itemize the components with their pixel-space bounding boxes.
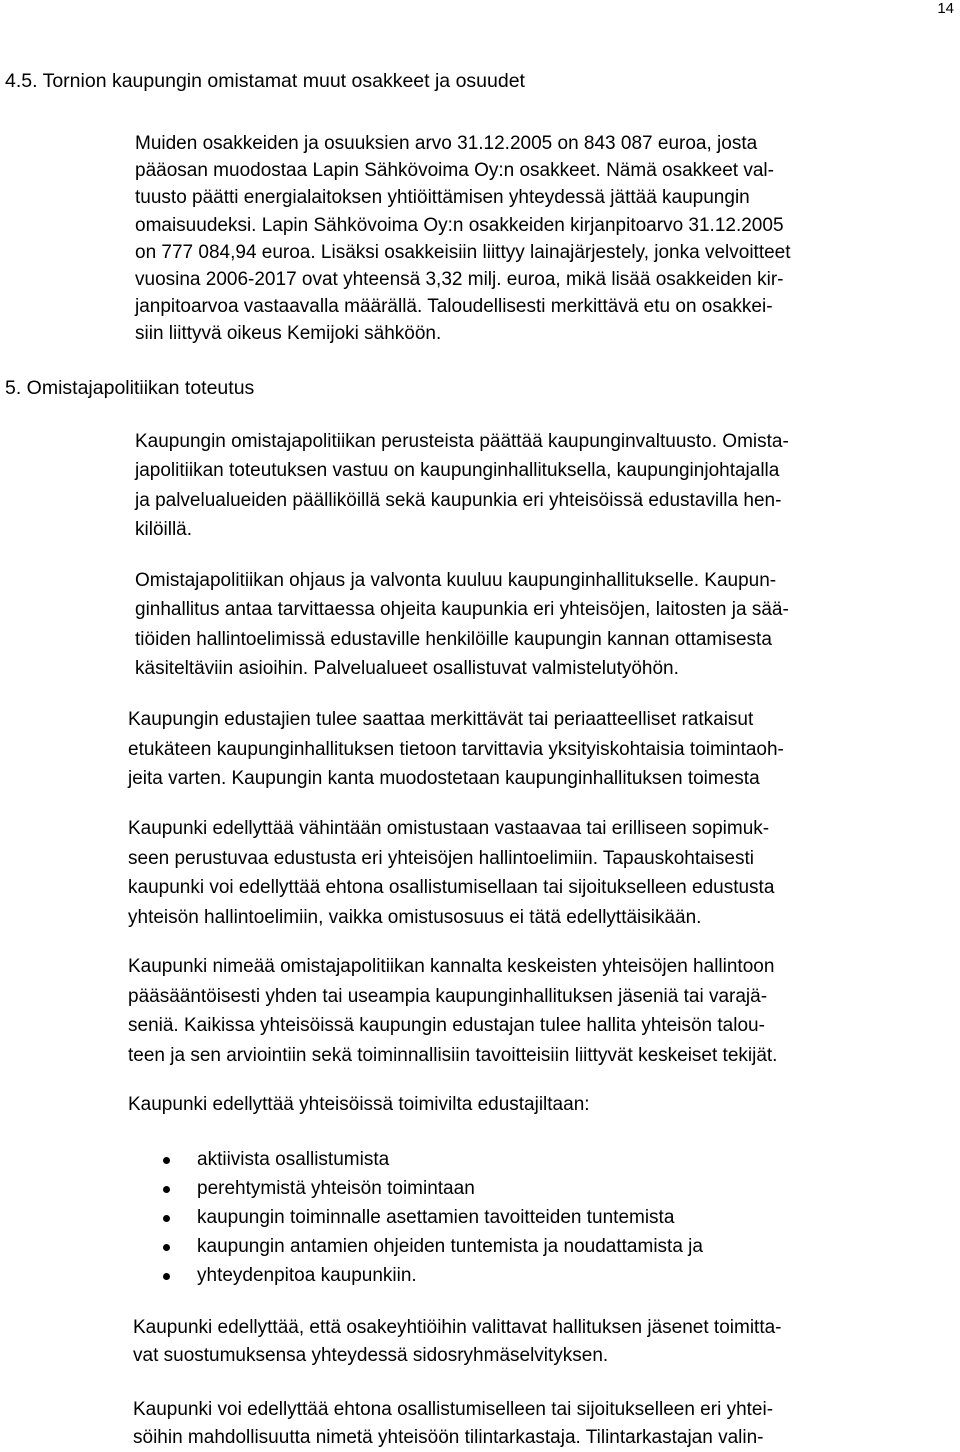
text-line: Kaupungin omistajapolitiikan perusteista päättää kaupunginvaltuusto. Omista- (135, 431, 789, 452)
list-item: aktiivista osallistumista (163, 1145, 703, 1174)
section-5-heading: 5. Omistajapolitiikan toteutus (5, 377, 255, 399)
expectations-list (163, 1145, 703, 1290)
text-line: tuusto päätti energialaitoksen yhtiöittämisen yhteydessä jättää kaupungin (135, 187, 750, 209)
text-line: pääsääntöisesti yhden tai useampia kaupunginhallituksen jäseniä tai varajä- (128, 985, 768, 1007)
text-line: seen perustuvaa edustusta eri yhteisöjen hallintoelimiin. Tapauskohtaisesti (128, 847, 754, 869)
list-item: yhteydenpitoa kaupunkiin. (163, 1261, 703, 1290)
text-line: seniä. Kaikissa yhteisöissä kaupungin edustajan tulee hallita yhteisön talou- (128, 1015, 765, 1036)
text-line: Kaupunki nimeää omistajapolitiikan kannalta keskeisten yhteisöjen hallintoon (128, 956, 775, 977)
text-line: Kaupunki edellyttää yhteisöissä toimivilta edustajiltaan: (128, 1094, 590, 1115)
paragraph-board-members (133, 1314, 782, 1370)
text-line: siin liittyvä oikeus Kemijoki sähköön. (135, 323, 442, 345)
text-line: janpitoarvoa vastaavalla määrällä. Taloudellisesti merkittävä etu on osakkei- (135, 296, 773, 318)
text-line: kaupunki voi edellyttää ehtona osallistumisellaan tai sijoitukselleen edustusta (128, 877, 775, 898)
text-line: vat suostumuksensa yhteydessä sidosryhmäselvityksen. (133, 1345, 609, 1366)
paragraph-auditor (133, 1396, 773, 1452)
text-line: pääosan muodostaa Lapin Sähkövoima Oy:n osakkeet. Nämä osakkeet val- (135, 160, 774, 182)
text-line: Kaupunki edellyttää vähintään omistustaan vastaavaa tai erilliseen sopimuk- (128, 818, 770, 839)
text-line: Muiden osakkeiden ja osuuksien arvo 31.12.2005 on 843 087 euroa, josta (135, 133, 758, 154)
text-line: on 777 084,94 euroa. Lisäksi osakkeisiin liittyy lainajärjestely, jonka velvoitteet (135, 241, 791, 263)
text-line: Kaupungin edustajien tulee saattaa merkittävät tai periaatteelliset ratkaisut (128, 709, 754, 730)
text-line: jeita varten. Kaupungin kanta muodostetaan kaupunginhallituksen toimesta (128, 768, 760, 789)
text-line: yhteisön hallintoelimiin, vaikka omistusosuus ei tätä edellyttäisikään. (128, 906, 702, 928)
paragraph-nominations (128, 952, 777, 1070)
text-line: japolitiikan toteutuksen vastuu on kaupunginhallituksella, kaupunginjohtajalla (135, 460, 780, 482)
paragraph-representatives-duty (128, 705, 784, 794)
text-line: ja palvelualueiden päälliköillä sekä kaupunkia eri yhteisöissä edustavilla hen- (135, 489, 782, 511)
list-item: perehtymistä yhteisön toimintaan (163, 1174, 703, 1203)
page-number: 14 (937, 0, 954, 17)
text-line: teen ja sen arviointiin sekä toiminnallisiin tavoitteisiin liittyvät keskeiset tekijät. (128, 1044, 778, 1066)
text-line: Kaupunki voi edellyttää ehtona osallistumiselleen tai sijoitukselleen eri yhtei- (133, 1399, 774, 1420)
text-line: ginhallitus antaa tarvittaessa ohjeita kaupunkia eri yhteisöjen, laitosten ja sää- (135, 599, 789, 621)
paragraph-steering-supervision (135, 566, 789, 683)
list-item: kaupungin toiminnalle asettamien tavoitteiden tuntemista (163, 1203, 703, 1232)
text-line: tiöiden hallintoelimissä edustaville henkilöille kaupungin kannan ottamisesta (135, 628, 772, 650)
paragraph-council-decides (135, 427, 789, 544)
paragraph-expectations-intro (128, 1090, 590, 1120)
text-line: Omistajapolitiikan ohjaus ja valvonta kuuluu kaupunginhallitukselle. Kaupun- (135, 570, 777, 591)
text-line: omaisuudeksi. Lapin Sähkövoima Oy:n osakkeiden kirjanpitoarvo 31.12.2005 (135, 214, 784, 236)
text-line: Kaupunki edellyttää, että osakeyhtiöihin valittavat hallituksen jäsenet toimitta- (133, 1317, 782, 1338)
section-4-5-heading: 4.5. Tornion kaupungin omistamat muut osakkeet ja osuudet (5, 70, 525, 92)
text-line: etukäteen kaupunginhallituksen tietoon tarvittavia yksityiskohtaisia toimintaoh- (128, 738, 784, 760)
text-line: vuosina 2006-2017 ovat yhteensä 3,32 milj. euroa, mikä lisää osakkeiden kir- (135, 269, 784, 291)
paragraph-representation (128, 814, 774, 932)
text-line: söihin mahdollisuutta nimetä yhteisöön tilintarkastaja. Tilintarkastajan valin- (133, 1427, 764, 1448)
text-line: käsiteltäviin asioihin. Palvelualueet osallistuvat valmistelutyöhön. (135, 657, 679, 679)
shares-paragraph (135, 130, 791, 348)
list-item: kaupungin antamien ohjeiden tuntemista ja noudattamista ja (163, 1232, 703, 1261)
text-line: kilöillä. (135, 518, 193, 540)
